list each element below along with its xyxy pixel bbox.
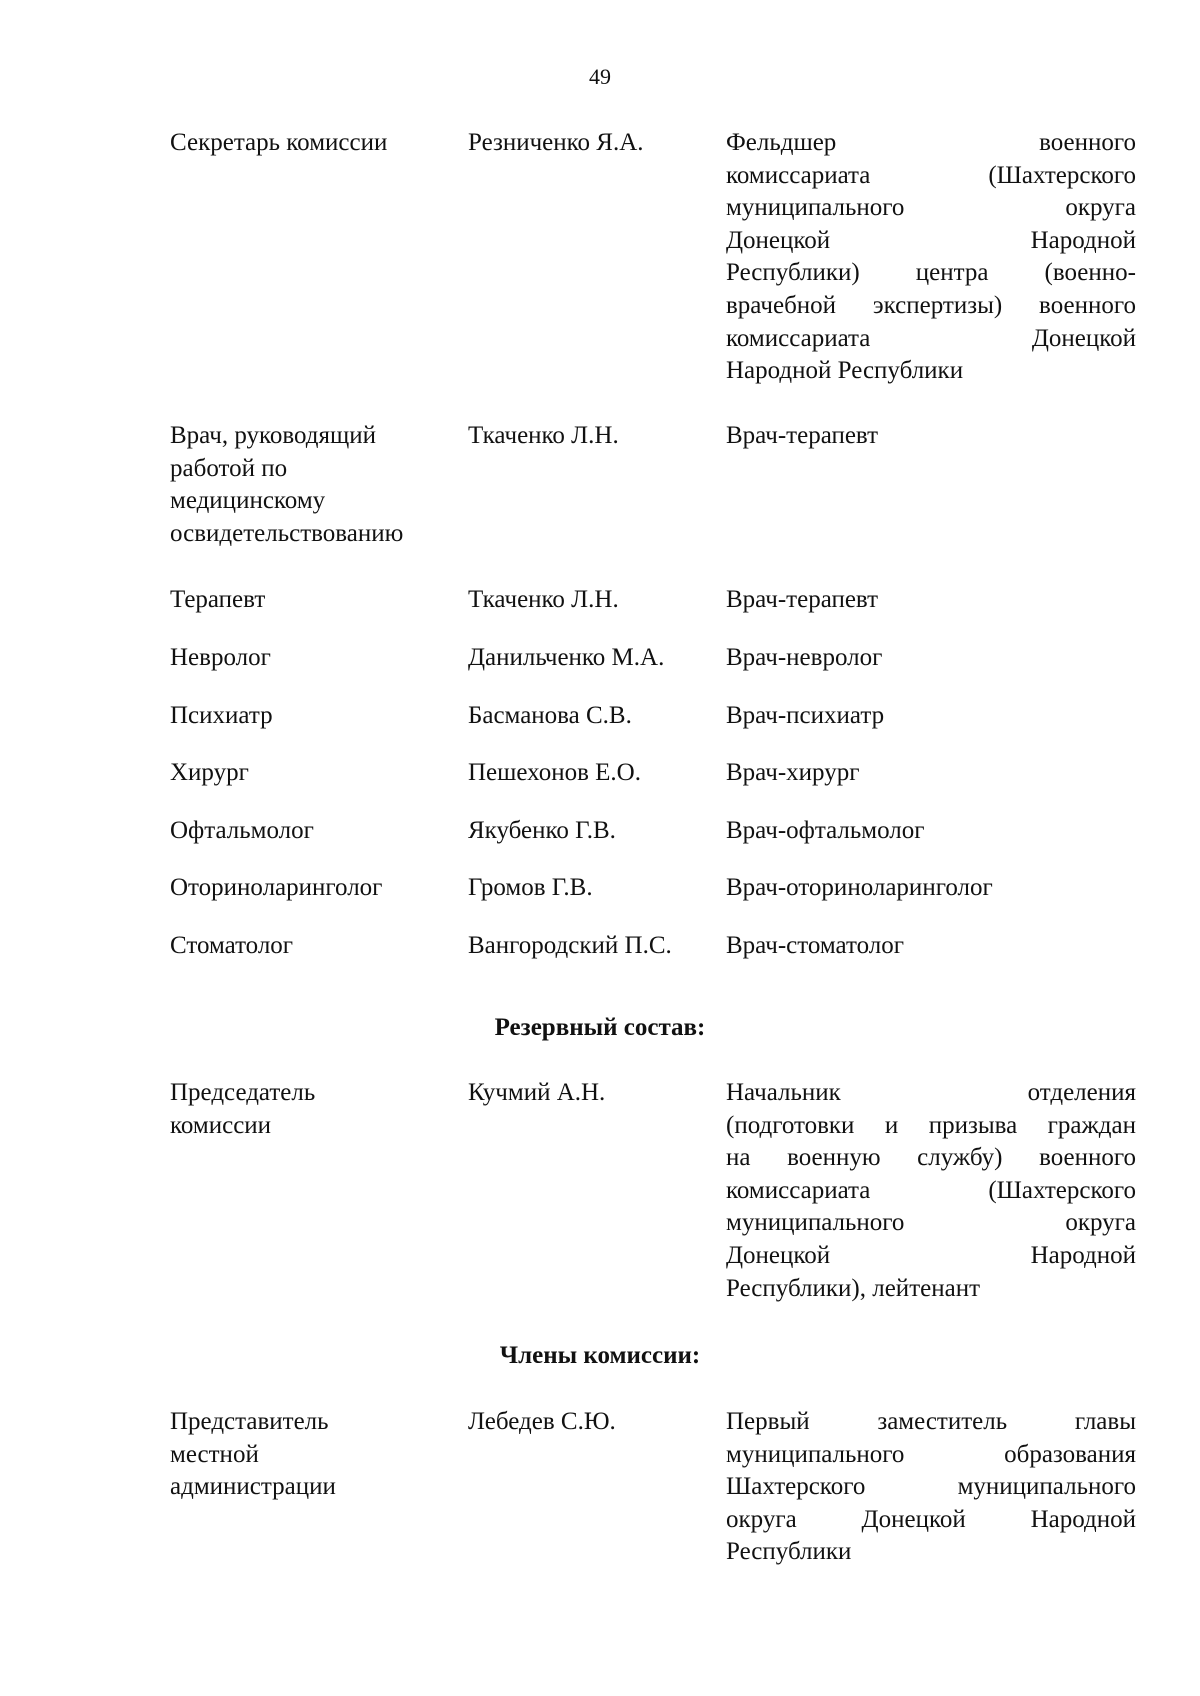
position-line: Донецкой Народной	[726, 1241, 1136, 1269]
position-cell	[726, 815, 1136, 848]
position-line: муниципального образования	[726, 1440, 1136, 1468]
role-line: Терапевт	[170, 586, 266, 613]
position-cell	[726, 642, 1136, 675]
position-line: Врач-психиатр	[726, 702, 885, 729]
position-line: Врач-стоматолог	[726, 932, 904, 959]
role-line: работой по	[170, 454, 288, 482]
person-name: Громов Г.В.	[468, 874, 593, 901]
position-line: Донецкой Народной	[726, 226, 1136, 254]
role-cell	[170, 584, 460, 617]
position-cell	[726, 930, 1136, 963]
role-line: медицинскому	[170, 487, 326, 515]
position-line: Врач-терапевт	[726, 586, 879, 613]
role-cell	[170, 1406, 460, 1504]
person-name: Резниченко Я.А.	[468, 129, 644, 156]
position-cell	[726, 1406, 1136, 1569]
person-name: Ткаченко Л.Н.	[468, 422, 619, 449]
role-line: Оториноларинголог	[170, 874, 383, 901]
position-line: Врач-офтальмолог	[726, 817, 925, 844]
position-line: Врач-оториноларинголог	[726, 874, 993, 901]
position-line: на военную службу) военного	[726, 1144, 1136, 1172]
person-name: Лебедев С.Ю.	[468, 1408, 616, 1435]
person-name: Пешехонов Е.О.	[468, 759, 641, 786]
person-name: Кучмий А.Н.	[468, 1079, 606, 1106]
person-name: Якубенко Г.В.	[468, 817, 616, 844]
role-cell	[170, 930, 460, 963]
position-cell	[726, 872, 1136, 905]
position-line: муниципального округа	[726, 194, 1136, 222]
position-line: Врач-хирург	[726, 759, 860, 786]
position-line: муниципального округа	[726, 1209, 1136, 1237]
role-cell	[170, 1077, 460, 1142]
position-cell	[726, 420, 1136, 453]
role-line: Психиатр	[170, 702, 273, 729]
section-heading-members: Члены комиссии:	[499, 1342, 701, 1369]
position-line: врачебной экспертизы) военного	[726, 291, 1136, 319]
role-cell	[170, 815, 460, 848]
position-cell	[726, 700, 1136, 733]
position-cell	[726, 1077, 1136, 1305]
person-name: Вангородский П.С.	[468, 932, 672, 959]
position-line: Врач-терапевт	[726, 422, 879, 449]
position-cell	[726, 757, 1136, 790]
position-line: Республики	[726, 1538, 852, 1566]
role-line: Невролог	[170, 644, 271, 671]
role-line: Председатель	[170, 1079, 316, 1106]
person-name: Данильченко М.А.	[468, 644, 665, 671]
role-cell	[170, 700, 460, 733]
role-line: Представитель	[170, 1408, 329, 1435]
position-line: комиссариата (Шахтерского	[726, 161, 1136, 189]
role-line: освидетельствованию	[170, 519, 404, 547]
role-line: комиссии	[170, 1111, 272, 1139]
position-line: Шахтерского муниципального	[726, 1473, 1136, 1501]
position-line: Народной Республики	[726, 357, 964, 385]
position-cell	[726, 584, 1136, 617]
role-cell	[170, 127, 460, 160]
position-line: Первый заместитель главы	[726, 1408, 1136, 1435]
position-line: (подготовки и призыва граждан	[726, 1111, 1136, 1139]
role-line: местной	[170, 1440, 259, 1468]
position-line: округа Донецкой Народной	[726, 1505, 1136, 1533]
role-cell	[170, 420, 460, 550]
page-number: 49	[589, 64, 611, 89]
role-cell	[170, 757, 460, 790]
position-line: комиссариата Донецкой	[726, 324, 1136, 352]
section-heading-reserve: Резервный состав:	[494, 1014, 706, 1041]
role-cell	[170, 642, 460, 675]
position-line: комиссариата (Шахтерского	[726, 1176, 1136, 1204]
role-line: администрации	[170, 1473, 336, 1501]
role-cell	[170, 872, 460, 905]
position-line: Врач-невролог	[726, 644, 883, 671]
position-line: Республики), лейтенант	[726, 1274, 980, 1302]
role-line: Врач, руководящий	[170, 422, 377, 449]
role-line: Офтальмолог	[170, 817, 314, 844]
position-cell	[726, 127, 1136, 388]
role-line: Стоматолог	[170, 932, 294, 959]
role-line: Секретарь комиссии	[170, 129, 388, 156]
position-line: Фельдшер военного	[726, 129, 1136, 156]
person-name: Басманова С.В.	[468, 702, 632, 729]
position-line: Начальник отделения	[726, 1079, 1136, 1106]
position-line: Республики) центра (военно-	[726, 259, 1136, 287]
role-line: Хирург	[170, 759, 249, 786]
person-name: Ткаченко Л.Н.	[468, 586, 619, 613]
